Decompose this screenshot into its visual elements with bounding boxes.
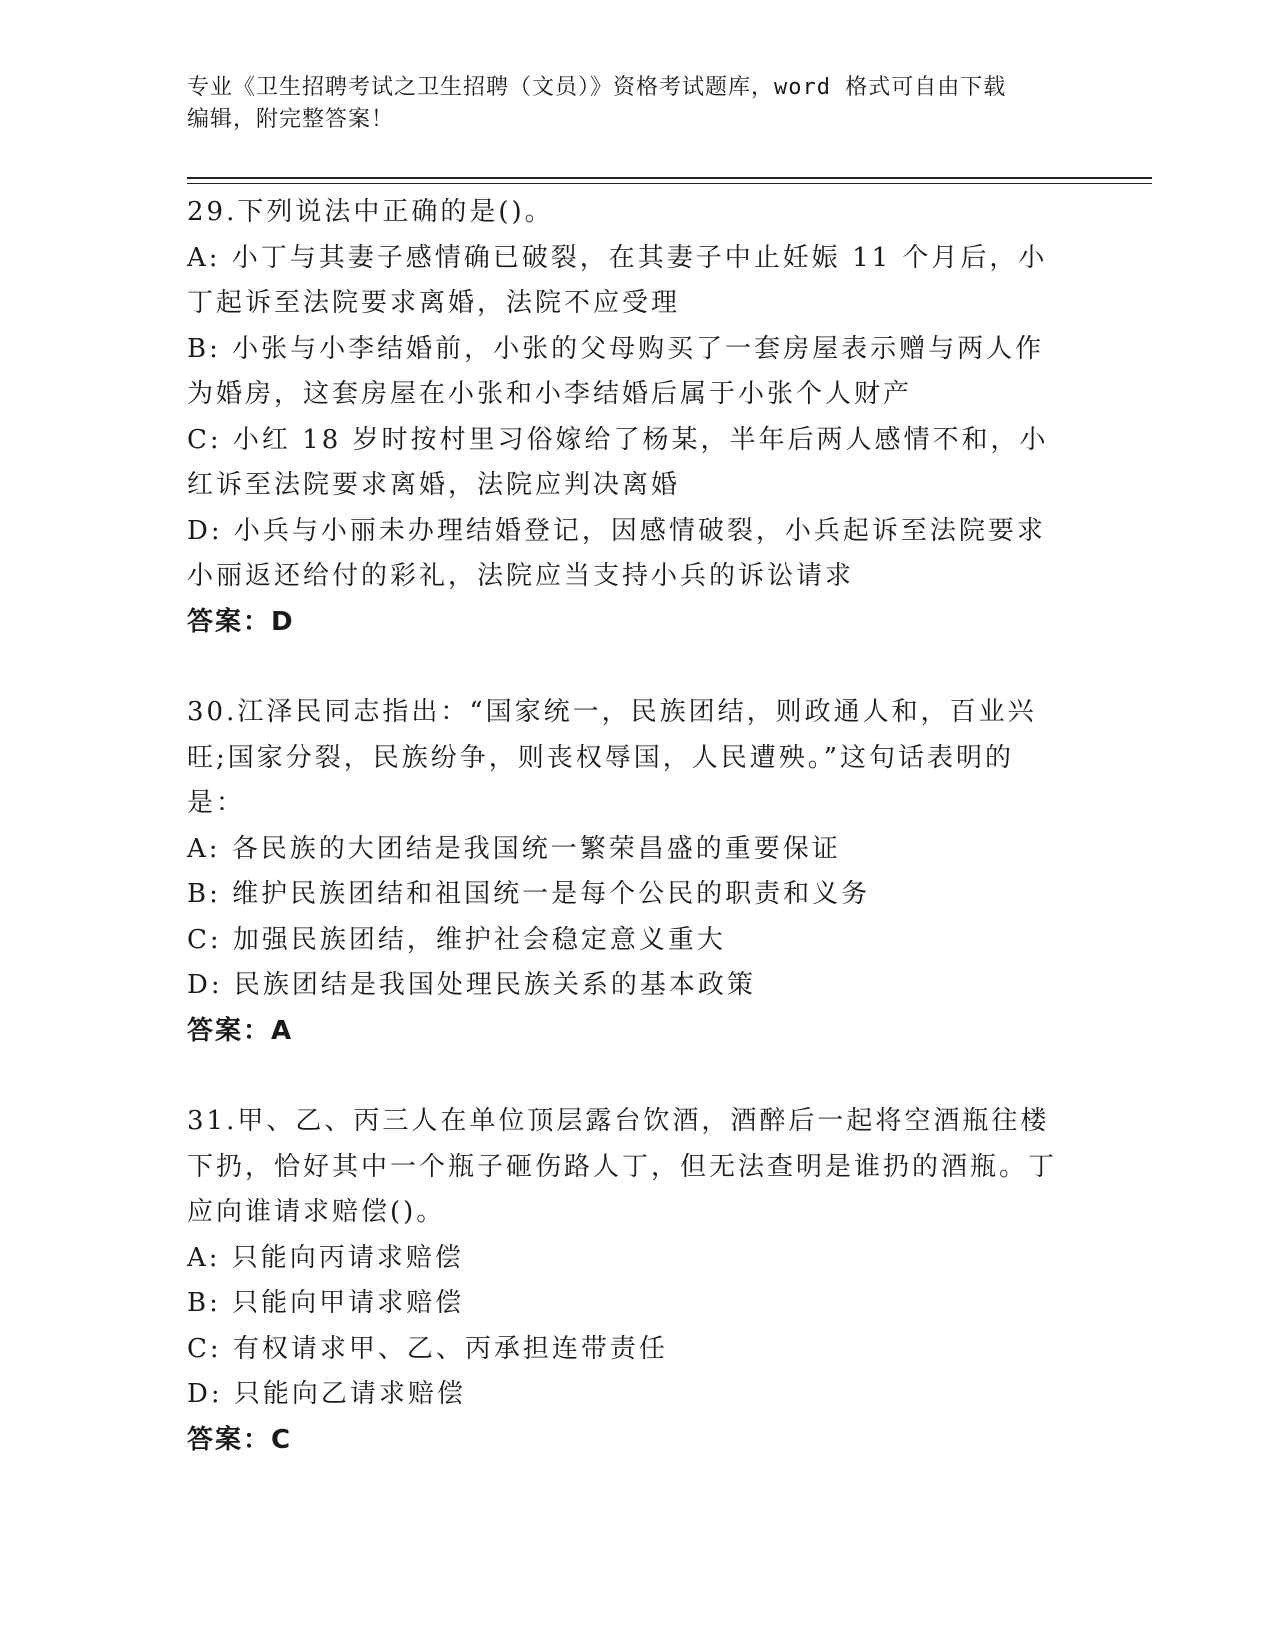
header-divider-thin [187, 183, 1152, 184]
option-c: C: 加强民族团结，维护社会稳定意义重大 [187, 924, 726, 955]
question-30 [187, 690, 1067, 1054]
question-stem: 30.江泽民同志指出：“国家统一，民族团结，则政通人和，百业兴旺;国家分裂，民族纷争，则丧权辱国，人民遭殃。”这句话表明的是： [187, 697, 1037, 818]
option-b: B: 维护民族团结和祖国统一是每个公民的职责和义务 [187, 879, 871, 909]
option-d: D: 民族团结是我国处理民族关系的基本政策 [187, 970, 756, 1000]
document-header [187, 72, 1087, 136]
header-divider-thick [187, 177, 1152, 179]
question-stem: 29.下列说法中正确的是()。 [187, 197, 554, 227]
option-a: A: 小丁与其妻子感情确已破裂，在其妻子中止妊娠 11 个月后，小丁起诉至法院要求离婚，法院不应受理 [187, 242, 1048, 318]
option-b: B: 小张与小李结婚前，小张的父母购买了一套房屋表示赠与两人作为婚房，这套房屋在小张和小李结婚后属于小张个人财产 [187, 333, 1045, 409]
header-line-1: 专业《卫生招聘考试之卫生招聘（文员）》资格考试题库，word 格式可自由下载 [187, 75, 1007, 100]
question-list [187, 190, 1067, 1508]
option-a: A: 各民族的大团结是我国统一繁荣昌盛的重要保证 [187, 833, 841, 864]
option-c: C: 小红 18 岁时按村里习俗嫁给了杨某，半年后两人感情不和，小红诉至法院要求离婚，法院应判决离婚 [187, 424, 1049, 500]
answer-label: 答案：A [187, 1015, 294, 1046]
option-b: B: 只能向甲请求赔偿 [187, 1288, 465, 1318]
option-c: C: 有权请求甲、乙、丙承担连带责任 [187, 1333, 668, 1364]
question-stem: 31.甲、乙、丙三人在单位顶层露台饮酒，酒醉后一起将空酒瓶往楼下扔，恰好其中一个瓶子砸伤路人丁，但无法查明是谁扔的酒瓶。丁应向谁请求赔偿()。 [187, 1106, 1058, 1227]
header-line-2: 编辑，附完整答案！ [187, 107, 395, 132]
question-29 [187, 190, 1067, 645]
option-a: A: 只能向丙请求赔偿 [187, 1242, 464, 1273]
option-d: D: 小兵与小丽未办理结婚登记，因感情破裂，小兵起诉至法院要求小丽返还给付的彩礼，法院应当支持小兵的诉讼请求 [187, 515, 1046, 591]
answer-label: 答案：D [187, 606, 295, 637]
option-d: D: 只能向乙请求赔偿 [187, 1379, 466, 1409]
question-31 [187, 1099, 1067, 1463]
answer-label: 答案：C [187, 1424, 293, 1455]
